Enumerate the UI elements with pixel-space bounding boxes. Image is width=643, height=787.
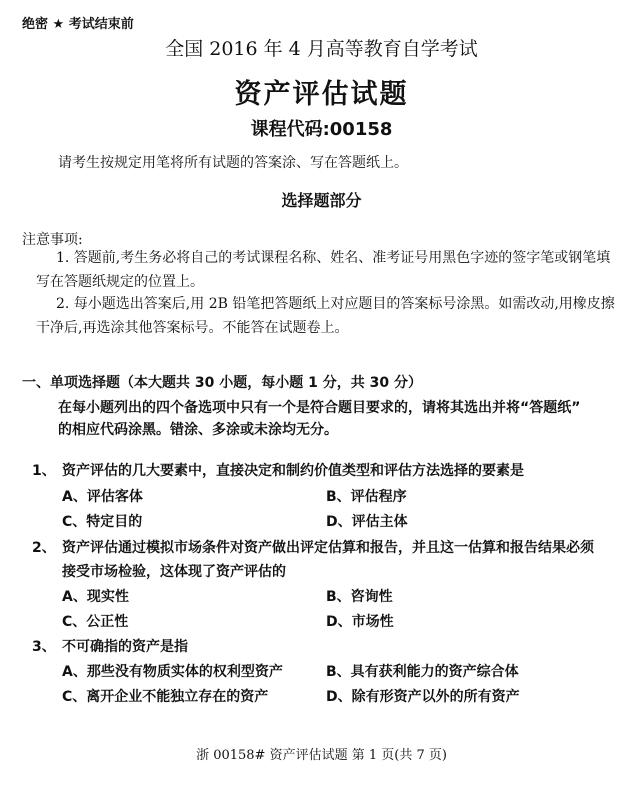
option-c: C、公正性 bbox=[62, 614, 129, 630]
answer-instruction: 请考生按规定用笔将所有试题的答案涂、写在答题纸上。 bbox=[58, 155, 408, 171]
option-c: C、特定目的 bbox=[62, 514, 143, 530]
section-part-title: 选择题部分 bbox=[281, 191, 362, 210]
option-b: B、具有获利能力的资产综合体 bbox=[326, 664, 519, 680]
note-item: 1. 答题前,考生务必将自己的考试课程名称、姓名、准考证号用黑色字迹的签字笔或钢笔填写在答题纸规定的位置上。 bbox=[36, 250, 611, 290]
option-d: D、市场性 bbox=[326, 614, 394, 630]
section-heading: 一、单项选择题（本大题共 30 小题，每小题 1 分，共 30 分） bbox=[22, 375, 422, 391]
section-description-line: 在每小题列出的四个备选项中只有一个是符合题目要求的，请将其选出并将“答题纸” bbox=[58, 400, 581, 416]
option-b: B、评估程序 bbox=[326, 489, 407, 505]
option-d: D、评估主体 bbox=[326, 514, 408, 530]
question-number: 3、 bbox=[32, 639, 56, 655]
subject-title: 资产评估试题 bbox=[234, 79, 409, 110]
notes-title: 注意事项: bbox=[22, 232, 83, 248]
question-number: 1、 bbox=[32, 463, 56, 479]
option-a: A、现实性 bbox=[62, 589, 129, 605]
question-text: 不可确指的资产是指 bbox=[62, 639, 188, 655]
question-text: 资产评估通过模拟市场条件对资产做出评定估算和报告，并且这一估算和报告结果必须 bbox=[62, 540, 594, 556]
exam-title: 全国 2016 年 4 月高等教育自学考试 bbox=[165, 38, 478, 60]
question-text: 资产评估的几大要素中，直接决定和制约价值类型和评估方法选择的要素是 bbox=[62, 463, 524, 479]
question-number: 2、 bbox=[32, 540, 56, 556]
page-footer: 浙 00158# 资产评估试题 第 1 页(共 7 页) bbox=[196, 748, 447, 763]
note-item: 2. 每小题选出答案后,用 2B 铅笔把答题纸上对应题目的答案标号涂黑。如需改动,用橡皮擦干净后,再选涂其他答案标号。不能答在试题卷上。 bbox=[36, 296, 615, 336]
option-a: A、评估客体 bbox=[62, 489, 143, 505]
option-c: C、离开企业不能独立存在的资产 bbox=[62, 689, 269, 705]
option-b: B、咨询性 bbox=[326, 589, 393, 605]
question-text-continued: 接受市场检验，这体现了资产评估的 bbox=[62, 564, 286, 580]
confidential-label: 绝密 ★ 考试结束前 bbox=[22, 17, 134, 32]
course-code: 课程代码:00158 bbox=[250, 119, 393, 140]
section-description-line: 的相应代码涂黑。错涂、多涂或未涂均无分。 bbox=[58, 422, 338, 438]
option-a: A、那些没有物质实体的权利型资产 bbox=[62, 664, 283, 680]
option-d: D、除有形资产以外的所有资产 bbox=[326, 689, 520, 705]
